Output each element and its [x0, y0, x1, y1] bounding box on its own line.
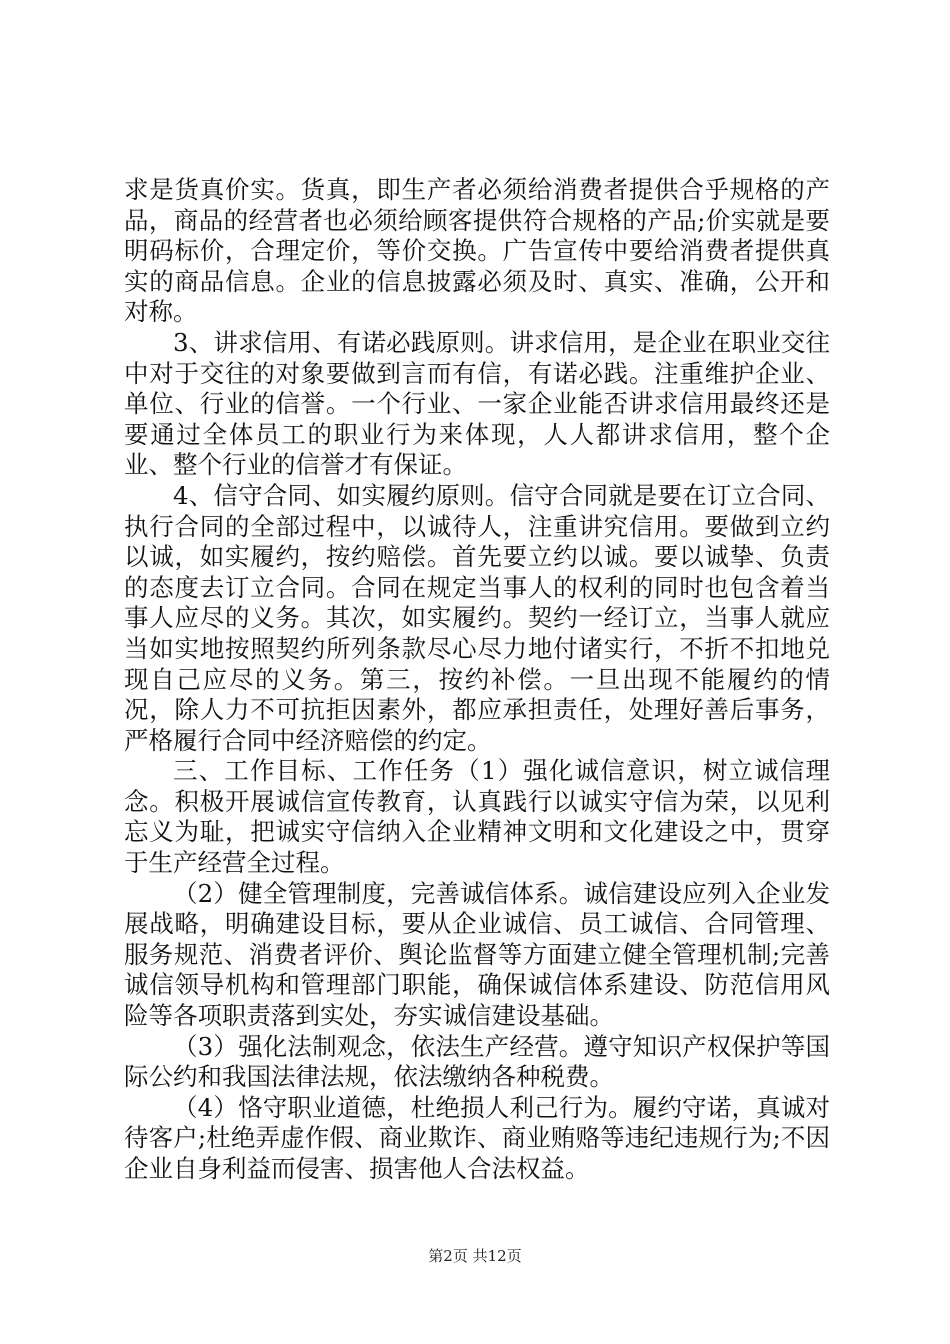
paragraph-task-2: （2）健全管理制度，完善诚信体系。诚信建设应列入企业发展战略，明确建设目标，要从企业诚信、员工诚信、合同管理、服务规范、消费者评价、舆论监督等方面建立健全管理机制;完善诚信领导机构和管理部门职能，确保诚信体系建设、防范信用风险等各项职责落到实处，夯实诚信建设基础。	[124, 878, 830, 1031]
page-footer: 第2页 共12页	[428, 1247, 522, 1265]
document-body	[124, 175, 830, 1185]
paragraph-task-4: （4）恪守职业道德，杜绝损人利己行为。履约守诺，真诚对待客户;杜绝弄虚作假、商业欺诈、商业贿赂等违纪违规行为;不因企业自身利益而侵害、损害他人合法权益。	[124, 1092, 830, 1183]
paragraph-continuation: 求是货真价实。货真，即生产者必须给消费者提供合乎规格的产品，商品的经营者也必须给顾客提供符合规格的产品;价实就是要明码标价，合理定价，等价交换。广告宣传中要给消费者提供真实的商品信息。企业的信息披露必须及时、真实、准确，公开和对称。	[124, 175, 830, 327]
paragraph-principle-3: 3、讲求信用、有诺必践原则。讲求信用，是企业在职业交往中对于交往的对象要做到言而有信，有诺必践。注重维护企业、单位、行业的信誉。一个行业、一家企业能否讲求信用最终还是要通过全体员工的职业行为来体现，人人都讲求信用，整个企业、整个行业的信誉才有保证。	[124, 327, 830, 480]
paragraph-principle-4: 4、信守合同、如实履约原则。信守合同就是要在订立合同、执行合同的全部过程中，以诚待人，注重讲究信用。要做到立约以诚，如实履约，按约赔偿。首先要立约以诚。要以诚挚、负责的态度去订立合同。合同在规定当事人的权利的同时也包含着当事人应尽的义务。其次，如实履约。契约一经订立，当事人就应当如实地按照契约所列条款尽心尽力地付诸实行，不折不扣地兑现自己应尽的义务。第三，按约补偿。一旦出现不能履约的情况，除人力不可抗拒因素外，都应承担责任，处理好善后事务，严格履行合同中经济赔偿的约定。	[124, 480, 830, 755]
paragraph-section-3: 三、工作目标、工作任务（1）强化诚信意识，树立诚信理念。积极开展诚信宣传教育，认真践行以诚实守信为荣，以见利忘义为耻，把诚实守信纳入企业精神文明和文化建设之中，贯穿于生产经营全过程。	[124, 756, 830, 878]
paragraph-task-3: （3）强化法制观念，依法生产经营。遵守知识产权保护等国际公约和我国法律法规，依法缴纳各种税费。	[124, 1031, 830, 1092]
